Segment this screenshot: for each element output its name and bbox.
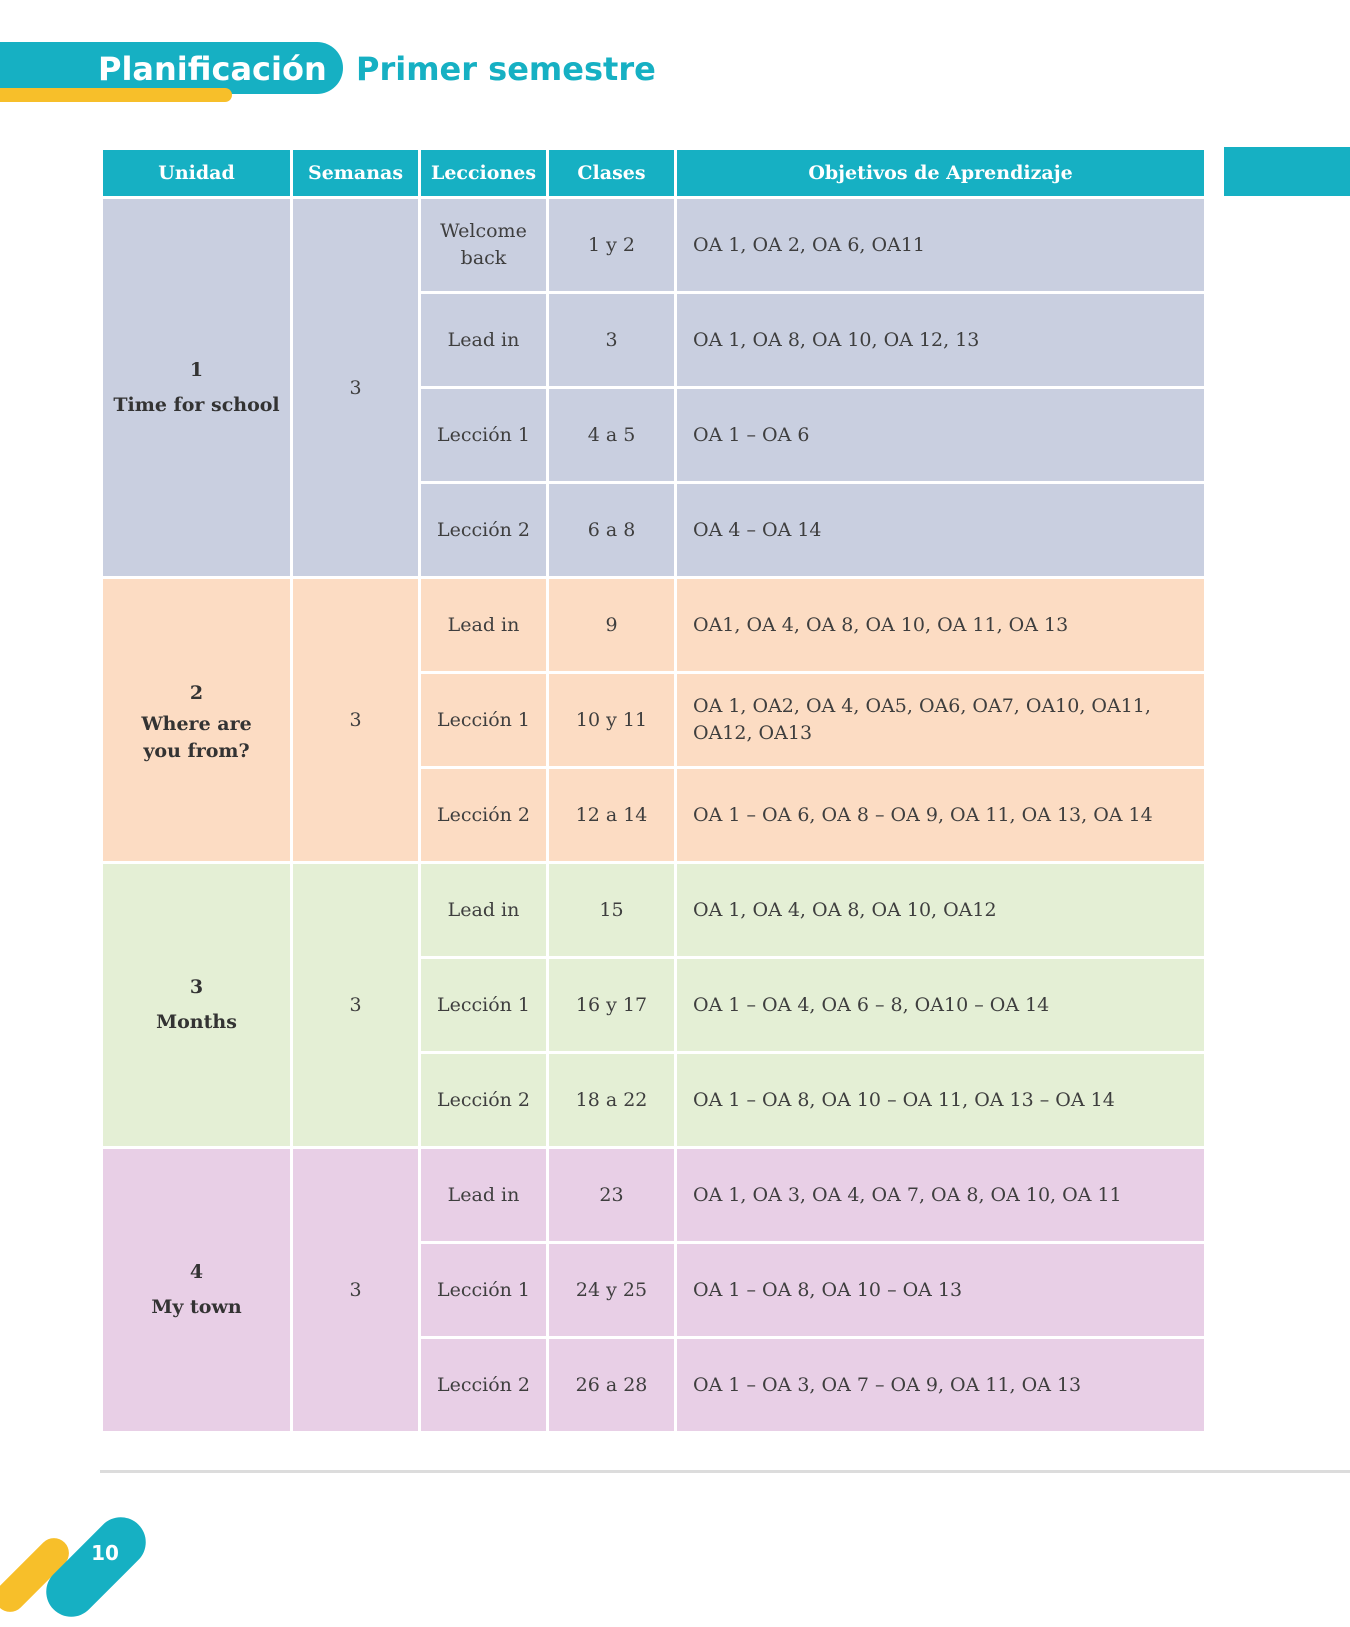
classes-cell: 6 a 8: [548, 483, 676, 578]
lesson-cell: Lección 2: [420, 483, 548, 578]
column-header: Lecciones: [420, 149, 548, 198]
table-row: [102, 578, 1206, 673]
lesson-cell: Lección 1: [420, 958, 548, 1053]
unit-name: Time for school: [113, 393, 280, 416]
unit-number: 4: [189, 1261, 204, 1283]
classes-cell: 9: [548, 578, 676, 673]
objectives-cell: OA 1, OA 3, OA 4, OA 7, OA 8, OA 10, OA 11: [676, 1148, 1206, 1243]
column-header: Semanas: [292, 149, 420, 198]
classes-cell: 16 y 17: [548, 958, 676, 1053]
unit-number: 2: [189, 681, 204, 704]
lesson-cell: Lección 1: [420, 673, 548, 768]
unit-number: 1: [189, 358, 204, 381]
table-header-row: [102, 149, 1206, 198]
classes-cell: 1 y 2: [548, 198, 676, 293]
lesson-cell: Lead in: [420, 863, 548, 958]
objectives-cell: OA 1 – OA 3, OA 7 – OA 9, OA 11, OA 13: [676, 1338, 1206, 1433]
table-row: [102, 1148, 1206, 1243]
page-title: Planificación: [98, 50, 327, 88]
objectives-cell: OA 1 – OA 6: [676, 388, 1206, 483]
unit-cell: [102, 1148, 292, 1433]
classes-cell: 24 y 25: [548, 1243, 676, 1338]
objectives-cell: OA 4 – OA 14: [676, 483, 1206, 578]
classes-cell: 3: [548, 293, 676, 388]
lesson-cell: Lección 2: [420, 1338, 548, 1433]
table-row: [102, 198, 1206, 293]
classes-cell: 26 a 28: [548, 1338, 676, 1433]
objectives-cell: OA 1 – OA 6, OA 8 – OA 9, OA 11, OA 13, OA 14: [676, 768, 1206, 863]
unit-cell: [102, 863, 292, 1148]
lesson-cell: Lead in: [420, 293, 548, 388]
lesson-cell: Lead in: [420, 578, 548, 673]
lesson-cell: Lección 2: [420, 1053, 548, 1148]
unit-name: Where are you from?: [141, 712, 252, 762]
page-subtitle: Primer semestre: [356, 50, 656, 88]
column-header: Objetivos de Aprendizaje: [676, 149, 1206, 198]
lesson-cell: Lección 1: [420, 1243, 548, 1338]
classes-cell: 4 a 5: [548, 388, 676, 483]
classes-cell: 23: [548, 1148, 676, 1243]
objectives-cell: OA 1 – OA 4, OA 6 – 8, OA10 – OA 14: [676, 958, 1206, 1053]
objectives-cell: OA1, OA 4, OA 8, OA 10, OA 11, OA 13: [676, 578, 1206, 673]
objectives-cell: OA 1, OA 2, OA 6, OA11: [676, 198, 1206, 293]
objectives-cell: OA 1 – OA 8, OA 10 – OA 13: [676, 1243, 1206, 1338]
lesson-cell: Lección 2: [420, 768, 548, 863]
lesson-label: Welcome back: [440, 220, 527, 269]
column-header: Unidad: [102, 149, 292, 198]
classes-cell: 15: [548, 863, 676, 958]
header-bar-extension: [1224, 147, 1350, 196]
lesson-cell: Lead in: [420, 1148, 548, 1243]
weeks-cell: 3: [292, 1148, 420, 1433]
planning-table: [100, 147, 1207, 1434]
planning-table-container: [100, 147, 1207, 1434]
table-row: [102, 863, 1206, 958]
unit-name: Months: [156, 1011, 237, 1033]
page-number: 10: [91, 1541, 119, 1565]
classes-cell: 18 a 22: [548, 1053, 676, 1148]
column-header: Clases: [548, 149, 676, 198]
weeks-cell: 3: [292, 198, 420, 578]
lesson-cell: [420, 198, 548, 293]
unit-number: 3: [189, 976, 204, 998]
objectives-cell: OA 1 – OA 8, OA 10 – OA 11, OA 13 – OA 14: [676, 1053, 1206, 1148]
objectives-cell: OA 1, OA2, OA 4, OA5, OA6, OA7, OA10, OA11, OA12, OA13: [676, 673, 1206, 768]
weeks-cell: 3: [292, 578, 420, 863]
classes-cell: 12 a 14: [548, 768, 676, 863]
unit-cell: [102, 578, 292, 863]
unit-name: My town: [151, 1296, 242, 1318]
objectives-cell: OA 1, OA 4, OA 8, OA 10, OA12: [676, 863, 1206, 958]
lesson-cell: Lección 1: [420, 388, 548, 483]
unit-cell: [102, 198, 292, 578]
classes-cell: 10 y 11: [548, 673, 676, 768]
objectives-cell: OA 1, OA 8, OA 10, OA 12, 13: [676, 293, 1206, 388]
table-bottom-rule: [100, 1470, 1350, 1473]
weeks-cell: 3: [292, 863, 420, 1148]
